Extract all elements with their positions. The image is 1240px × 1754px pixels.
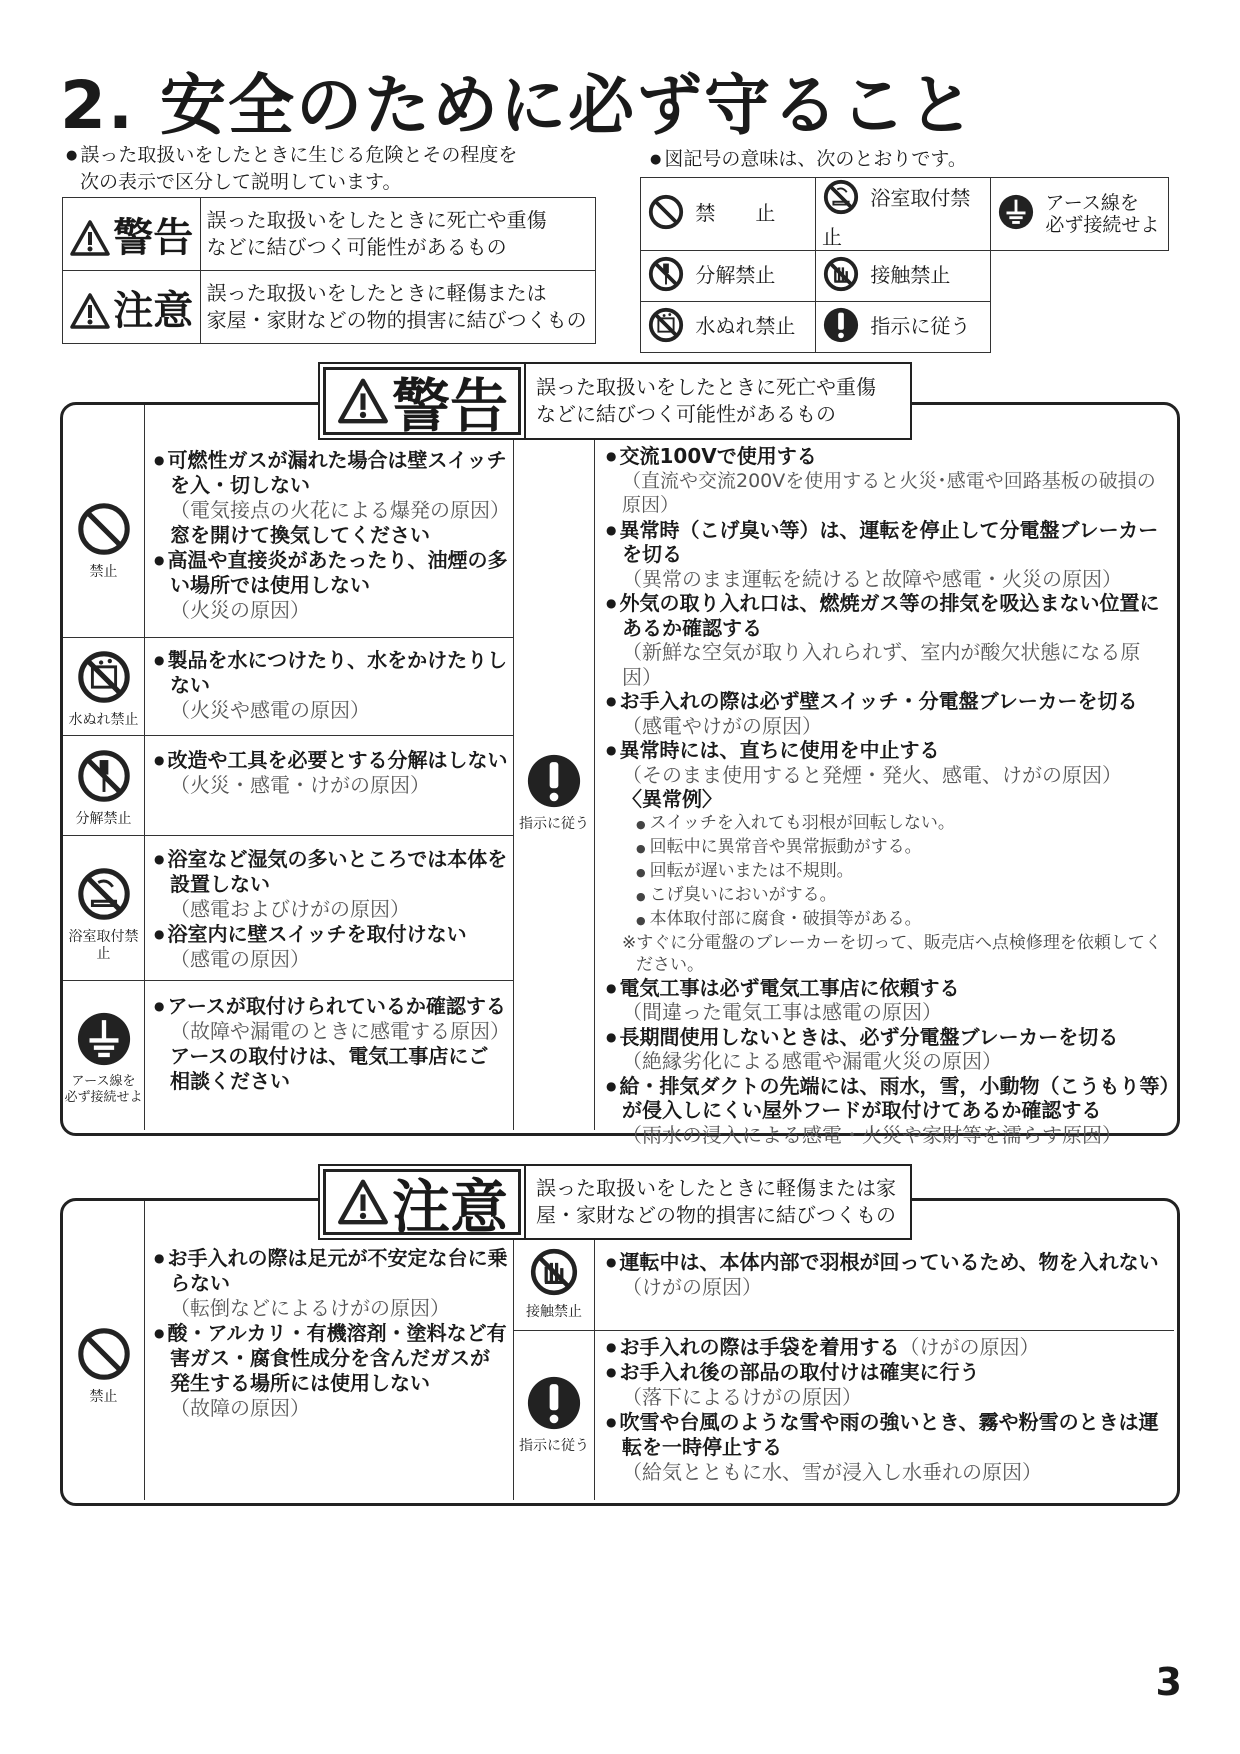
- severity-label-warning: [63, 198, 201, 271]
- reason-text: （火災・感電・けがの原因）: [170, 773, 430, 797]
- ground-icon: [997, 193, 1035, 236]
- severity-desc-warning: [200, 198, 595, 271]
- severity-row-caution: [63, 271, 596, 344]
- symbol-prohibited-label: 禁 止: [695, 200, 776, 225]
- no-bathroom-install-icon: [75, 865, 133, 923]
- page-title: 2. 安全のために必ず守ること: [60, 67, 976, 144]
- caution-instruction-icon: [514, 1374, 594, 1455]
- warning-row2-icon: [63, 648, 144, 729]
- list-item: ● 改造や工具を必要とする分解はしない: [154, 748, 508, 772]
- list-item: ● 酸・アルカリ・有機溶剤・塗料など有害ガス・腐食性成分を含んだガスが発生する場所には使用しない: [154, 1321, 507, 1395]
- warning-row3-text: [154, 748, 508, 798]
- warning-grid-line: [594, 405, 595, 1130]
- warning-grid-line: [63, 835, 513, 836]
- caution-left-text: [154, 1246, 508, 1421]
- caution-grid-line: [594, 1201, 595, 1500]
- caution-triangle-icon: [336, 1178, 390, 1226]
- list-item: ● 浴室内に壁スイッチを取付けない: [154, 922, 467, 946]
- warning-row4-icon: [63, 865, 144, 963]
- warning-banner-label: [323, 367, 521, 440]
- list-item: ● お手入れの際は手袋を着用する（けがの原因）: [606, 1335, 1040, 1359]
- warning-row2-text: [154, 648, 508, 723]
- reason-text: （故障の原因）: [170, 1396, 310, 1420]
- prohibited-icon: [75, 500, 133, 558]
- no-disassembly-icon: [647, 255, 685, 298]
- reason-text: （転倒などによるけがの原因）: [170, 1296, 450, 1320]
- caution-prohibited-icon: [63, 1325, 144, 1406]
- symbol-bathroom-label: 浴室取付禁止: [822, 186, 971, 249]
- list-item: ● 異常時（こげ臭い等）は、運転を停止して分電盤ブレーカーを切る: [606, 517, 1159, 566]
- severity-desc-caution: [200, 271, 595, 344]
- caution-banner-label: [323, 1169, 521, 1241]
- no-wet-icon: [75, 648, 133, 706]
- warning-banner-text: 警告: [392, 372, 509, 440]
- example-item: ● 回転が遅いまたは不規則。: [636, 860, 854, 881]
- warning-row4-text: [154, 847, 508, 972]
- symbol-bathroom: [816, 178, 991, 251]
- severity-warning-desc-line: などに結びつく可能性があるもの: [206, 235, 507, 259]
- warning-instruction-icon-label: 指示に従う: [519, 816, 589, 832]
- reason-text: （けがの原因）: [622, 1275, 762, 1299]
- severity-caution-text: 注意: [113, 287, 194, 334]
- list-item: ● 異常時には、直ちに使用を中止する: [606, 738, 940, 762]
- no-wet-icon: [647, 306, 685, 349]
- caution-banner-text: 注意: [392, 1173, 509, 1241]
- warning-row5-icon-label-2: 必ず接続せよ: [64, 1090, 143, 1105]
- symbol-contact-label: 接触禁止: [870, 262, 951, 287]
- list-item: ● 高温や直接炎があたったり、油煙の多い場所では使用しない: [154, 548, 508, 597]
- severity-label-caution: [63, 271, 201, 344]
- example-item: ● 本体取付部に腐食・破損等がある。: [636, 908, 922, 929]
- symbol-instruction-label: 指示に従う: [870, 313, 971, 338]
- caution-contact-icon: [514, 1246, 594, 1321]
- reason-text: （給気とともに水、雪が浸入し水垂れの原因）: [622, 1460, 1042, 1484]
- warning-banner-desc-line: 誤った取扱いをしたときに死亡や重傷: [536, 375, 877, 399]
- symbol-contact: [816, 251, 991, 302]
- no-contact-icon: [822, 255, 860, 298]
- warning-row5-text: [154, 994, 508, 1094]
- warning-grid-line: [63, 980, 513, 981]
- warning-grid-line: [63, 735, 513, 736]
- severity-legend: [62, 197, 596, 344]
- warning-triangle-icon: [69, 219, 111, 257]
- no-contact-icon: [528, 1246, 580, 1298]
- intro-left-line-2: 次の表示で区分して説明しています。: [80, 171, 402, 193]
- list-item: ● 交流100Vで使用する: [606, 444, 817, 468]
- warning-row1-text: [154, 448, 508, 623]
- severity-warning-text: 警告: [113, 214, 194, 261]
- instruction-text: 窓を開けて換気してください: [170, 523, 430, 547]
- warning-grid-line: [63, 637, 513, 638]
- warning-row3-icon: [63, 747, 144, 828]
- caution-grid-line: [144, 1201, 145, 1500]
- list-item: ● お手入れの際は足元が不安定な台に乗らない: [154, 1246, 508, 1295]
- warning-right-text: [606, 444, 1170, 1147]
- instruction-icon: [525, 1374, 583, 1432]
- reason-text: （けがの原因）: [899, 1335, 1040, 1359]
- list-item: ● お手入れ後の部品の取付けは確実に行う: [606, 1360, 980, 1384]
- reason-text: （電気接点の火花による爆発の原因）: [170, 498, 510, 522]
- caution-triangle-icon: [69, 292, 111, 330]
- list-item: ● 長期間使用しないときは、必ず分電盤ブレーカーを切る: [606, 1024, 1119, 1049]
- reason-text: （そのまま使用すると発煙・発火、感電、けがの原因）: [622, 762, 1122, 787]
- caution-banner: [318, 1164, 912, 1240]
- severity-row-warning: [63, 198, 596, 271]
- list-item: ● 吹雪や台風のような雪や雨の強いとき、霧や粉雪のときは運転を一時停止する: [606, 1410, 1159, 1459]
- intro-right: ● 図記号の意味は、次のとおりです。: [650, 148, 967, 170]
- reason-text: （火災の原因）: [170, 598, 310, 622]
- reason-text: （雨水の浸入による感電・火災や家財等を濡らす原因）: [622, 1122, 1122, 1147]
- reason-text: （異常のまま運転を続けると故障や感電・火災の原因）: [622, 566, 1122, 591]
- warning-row4-icon-label: 浴室取付禁止: [68, 929, 139, 962]
- list-item: ● 可燃性ガスが漏れた場合は壁スイッチを入・切しない: [154, 448, 507, 497]
- reason-text: （絶縁劣化による感電や漏電火災の原因）: [622, 1049, 1002, 1073]
- reason-text: （落下によるけがの原因）: [622, 1385, 862, 1409]
- no-disassembly-icon: [75, 747, 133, 805]
- reason-text: （感電およびけがの原因）: [170, 897, 410, 921]
- instruction-text: アースの取付けは、電気工事店にご相談ください: [170, 1044, 489, 1093]
- list-item: ● 外気の取り入れ口は、燃焼ガス等の排気を吸込まない位置にあるか確認する: [606, 591, 1160, 640]
- list-item: ● アースが取付けられているか確認する: [154, 994, 506, 1018]
- symbol-instruction: [816, 302, 991, 353]
- reason-text: （新鮮な空気が取り入れられず、室内が酸欠状態になる原因）: [622, 640, 1141, 689]
- intro-right-line: 図記号の意味は、次のとおりです。: [664, 148, 967, 170]
- caution-banner-desc-line: 誤った取扱いをしたときに軽傷または家: [536, 1176, 897, 1200]
- example-item: ● 回転中に異常音や異常振動がする。: [636, 836, 922, 857]
- warning-row3-icon-label: 分解禁止: [75, 811, 132, 827]
- severity-caution-desc-line: 誤った取扱いをしたときに軽傷または: [206, 281, 547, 305]
- caution-instruction-icon-label: 指示に従う: [519, 1438, 589, 1454]
- warning-triangle-icon: [336, 377, 390, 425]
- warning-row1-icon-label: 禁止: [89, 564, 118, 580]
- symbol-ground-label-1: アース線を: [1045, 192, 1139, 214]
- symbol-legend: [640, 177, 1169, 353]
- caution-banner-desc-line: 屋・家財などの物的損害に結びつくもの: [536, 1203, 897, 1227]
- reason-text: （感電の原因）: [170, 947, 310, 971]
- reason-text: （感電やけがの原因）: [622, 713, 822, 738]
- reason-text: （間違った電気工事は感電の原因）: [622, 1000, 942, 1024]
- caution-contact-text: [606, 1250, 1170, 1300]
- symbol-prohibited: [641, 178, 816, 251]
- example-item: ● こげ臭いにおいがする。: [636, 884, 837, 905]
- list-item: ● 製品を水につけたり、水をかけたりしない: [154, 648, 508, 697]
- instruction-icon: [822, 306, 860, 349]
- warning-row5-icon-label-1: アース線を: [71, 1074, 136, 1089]
- severity-caution-desc-line: 家屋・家財などの物的損害に結びつくもの: [206, 308, 587, 332]
- symbol-wet-label: 水ぬれ禁止: [695, 313, 796, 338]
- list-item: ● 電気工事は必ず電気工事店に依頼する: [606, 975, 960, 1000]
- list-item: ● 運転中は、本体内部で羽根が回っているため、物を入れない: [606, 1250, 1159, 1274]
- warning-row1-icon: [63, 500, 144, 581]
- list-item: ● 給・排気ダクトの先端には、雨水，雪，小動物（こうもり等）が侵入しにくい屋外フードが取付けてあるか確認する: [606, 1073, 1170, 1122]
- intro-left: ● 誤った取扱いをしたときに生じる危険とその程度を 次の表示で区分して説明しています。: [66, 142, 517, 196]
- prohibited-icon: [647, 193, 685, 236]
- caution-grid-line: [513, 1330, 1174, 1331]
- instruction-icon: [525, 752, 583, 810]
- warning-instruction-icon: [514, 752, 594, 833]
- caution-contact-icon-label: 接触禁止: [526, 1304, 582, 1320]
- abnormal-note: ※すぐに分電盤のブレーカーを切って、販売店へ点検修理を依頼してください。: [622, 932, 1162, 975]
- list-item: ● お手入れの際は必ず壁スイッチ・分電盤ブレーカーを切る: [606, 689, 1138, 713]
- prohibited-icon: [75, 1325, 133, 1383]
- caution-instruction-text: [606, 1335, 1170, 1485]
- symbol-disassembly: [641, 251, 816, 302]
- symbol-disassembly-label: 分解禁止: [695, 262, 776, 287]
- warning-banner-desc-line: などに結びつく可能性があるもの: [536, 402, 837, 426]
- reason-text: （故障や漏電のときに感電する原因）: [170, 1019, 510, 1043]
- abnormal-examples-heading: 〈異常例〉: [622, 787, 722, 811]
- symbol-wet: [641, 302, 816, 353]
- caution-prohibited-icon-label: 禁止: [89, 1389, 118, 1405]
- warning-row5-icon: [63, 1010, 144, 1106]
- page-number: 3: [1155, 1660, 1182, 1704]
- symbol-ground-label-2: 必ず接続せよ: [1045, 214, 1160, 236]
- warning-grid-line: [144, 405, 145, 1130]
- reason-text: （火災や感電の原因）: [170, 698, 370, 722]
- warning-row2-icon-label: 水ぬれ禁止: [68, 712, 139, 728]
- list-item: ● 浴室など湿気の多いところでは本体を設置しない: [154, 847, 508, 896]
- ground-icon: [75, 1010, 133, 1068]
- example-item: ● スイッチを入れても羽根が回転しない。: [636, 812, 955, 833]
- no-bathroom-install-icon: [822, 178, 860, 221]
- warning-banner: [318, 362, 912, 440]
- reason-text: （直流や交流200Vを使用すると火災･感電や回路基板の破損の原因）: [622, 469, 1156, 516]
- severity-warning-desc-line: 誤った取扱いをしたときに死亡や重傷: [206, 208, 547, 232]
- symbol-ground: [991, 178, 1169, 251]
- intro-left-line-1: 誤った取扱いをしたときに生じる危険とその程度を: [80, 144, 518, 166]
